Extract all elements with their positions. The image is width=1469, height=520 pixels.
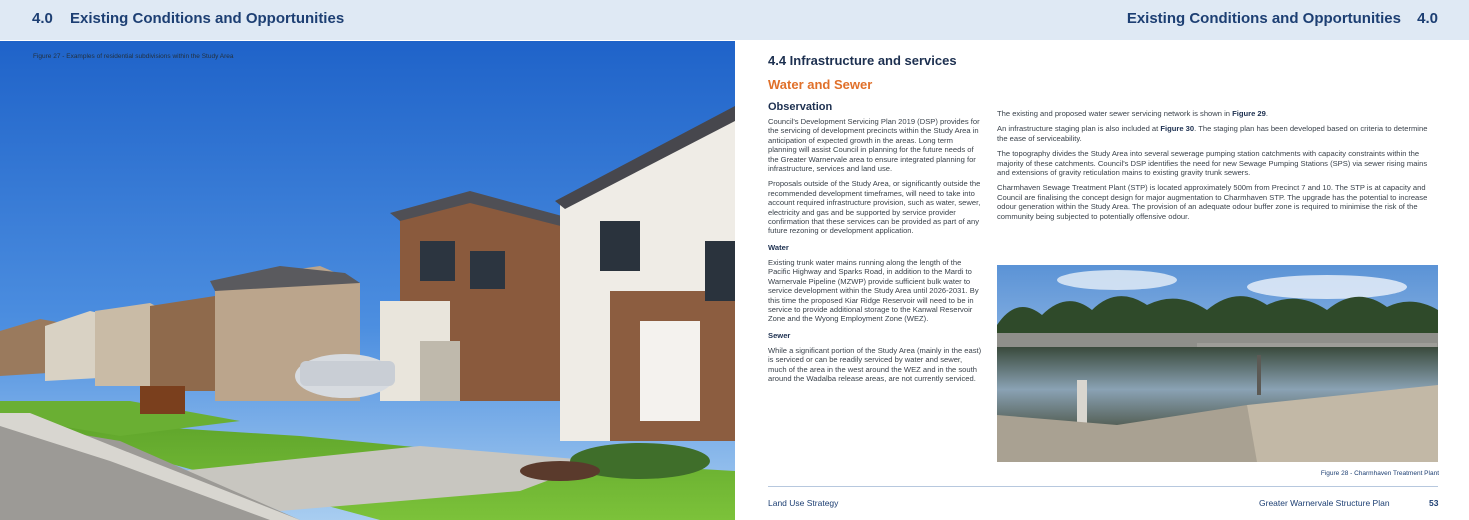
page-number: 53	[1429, 498, 1439, 508]
staging-text: An infrastructure staging plan is also included at	[997, 124, 1161, 134]
observation-heading: Observation	[768, 101, 833, 113]
header-left-title: Existing Conditions and Opportunities	[70, 10, 345, 27]
header-right-title: Existing Conditions and Opportunities	[1126, 10, 1401, 27]
subsection-title: Water and Sewer	[768, 77, 873, 92]
observation-paragraph-2: Proposals outside of the Study Area, or significantly outside the recommended development timeframes, will need to take into account required infrastructure provision, such as water, sewer, electricity and gas and be supported by service provider confirmation that these services can be provided as part of any future rezoning or development application.	[768, 179, 981, 236]
network-text-end: .	[1265, 109, 1268, 118]
sewer-paragraph: While a significant portion of the Study Area (mainly in the east) is serviced or can be readily serviced by water and sewer, much of the area in the west around the WEZ and in the south around the Wadalba release areas, are not currently serviced.	[768, 345, 982, 383]
staging-text-end: . The staging plan has been developed based on criteria to determine the ease of serviceability.	[997, 124, 1428, 143]
network-paragraph	[997, 109, 1437, 118]
charmhaven-paragraph: Charmhaven Sewage Treatment Plant (STP) is located approximately 500m from Precinct 7 and 10. The STP is at capacity and Council are finalising the concept design for major augmentation to Charmhaven STP. The upgrade has the potential to increase odour generation within the Study Area. The provision of an adequate odour buffer zone is required to minimise the risk of the community being subjected to potentially offensive odour.	[997, 183, 1428, 221]
figure-29-reference: Figure 29	[1232, 109, 1266, 118]
figure-27-caption: Figure 27 - Examples of residential subdivisions within the Study Area	[33, 53, 234, 60]
footer-center-label: Greater Warnervale Structure Plan	[1259, 498, 1390, 508]
right-text-column	[997, 109, 1437, 227]
staging-paragraph	[997, 124, 1437, 143]
left-text-column	[768, 117, 982, 389]
header-left-number: 4.0	[32, 10, 53, 27]
water-paragraph: Existing trunk water mains running along the length of the Pacific Highway and Sparks Road, in addition to the Mardi to Warnervale Pipeline (MZWP) provide sufficient bulk water to service development within the Study Area until 2026-2031. By this time the proposed Kiar Ridge Reservoir will need to be in service to provide additional storage to the Kanwal Reservoir Zone and the Wyong Employment Zone (WEZ).	[768, 257, 979, 324]
topography-paragraph: The topography divides the Study Area into several sewerage pumping station catchments with capacity constraints within the majority of these catchments. Council's DSP identifies the need for new Sewage Pumping Stations (SPS) via sewer rising mains and extensions of gravity reticulation mains to existing gravity trunk sewers.	[997, 149, 1428, 178]
footer-divider	[768, 486, 1438, 487]
header-right-number: 4.0	[1417, 10, 1438, 27]
water-heading: Water	[768, 242, 789, 252]
section-title: 4.4 Infrastructure and services	[768, 53, 957, 68]
sewer-heading: Sewer	[768, 330, 791, 340]
charmhaven-treatment-plant-photo	[997, 265, 1438, 462]
figure-28-caption: Figure 28 - Charmhaven Treatment Plant	[1320, 470, 1439, 477]
right-page	[735, 40, 1469, 520]
network-text: The existing and proposed water sewer servicing network is shown in	[997, 109, 1233, 118]
figure-30-reference: Figure 30	[1160, 124, 1195, 134]
residential-subdivision-photo	[0, 41, 735, 520]
observation-paragraph-1: Council's Development Servicing Plan 2019 (DSP) provides for the servicing of development precincts within the Study Area in anticipation of expected growth in the areas. Long term planning will assist Council in planning for the future needs of the Greater Warnervale area to ensure integrated planning for infrastructure, services and land use.	[768, 117, 980, 174]
page-header	[0, 0, 1469, 40]
footer-left-label: Land Use Strategy	[768, 498, 839, 508]
